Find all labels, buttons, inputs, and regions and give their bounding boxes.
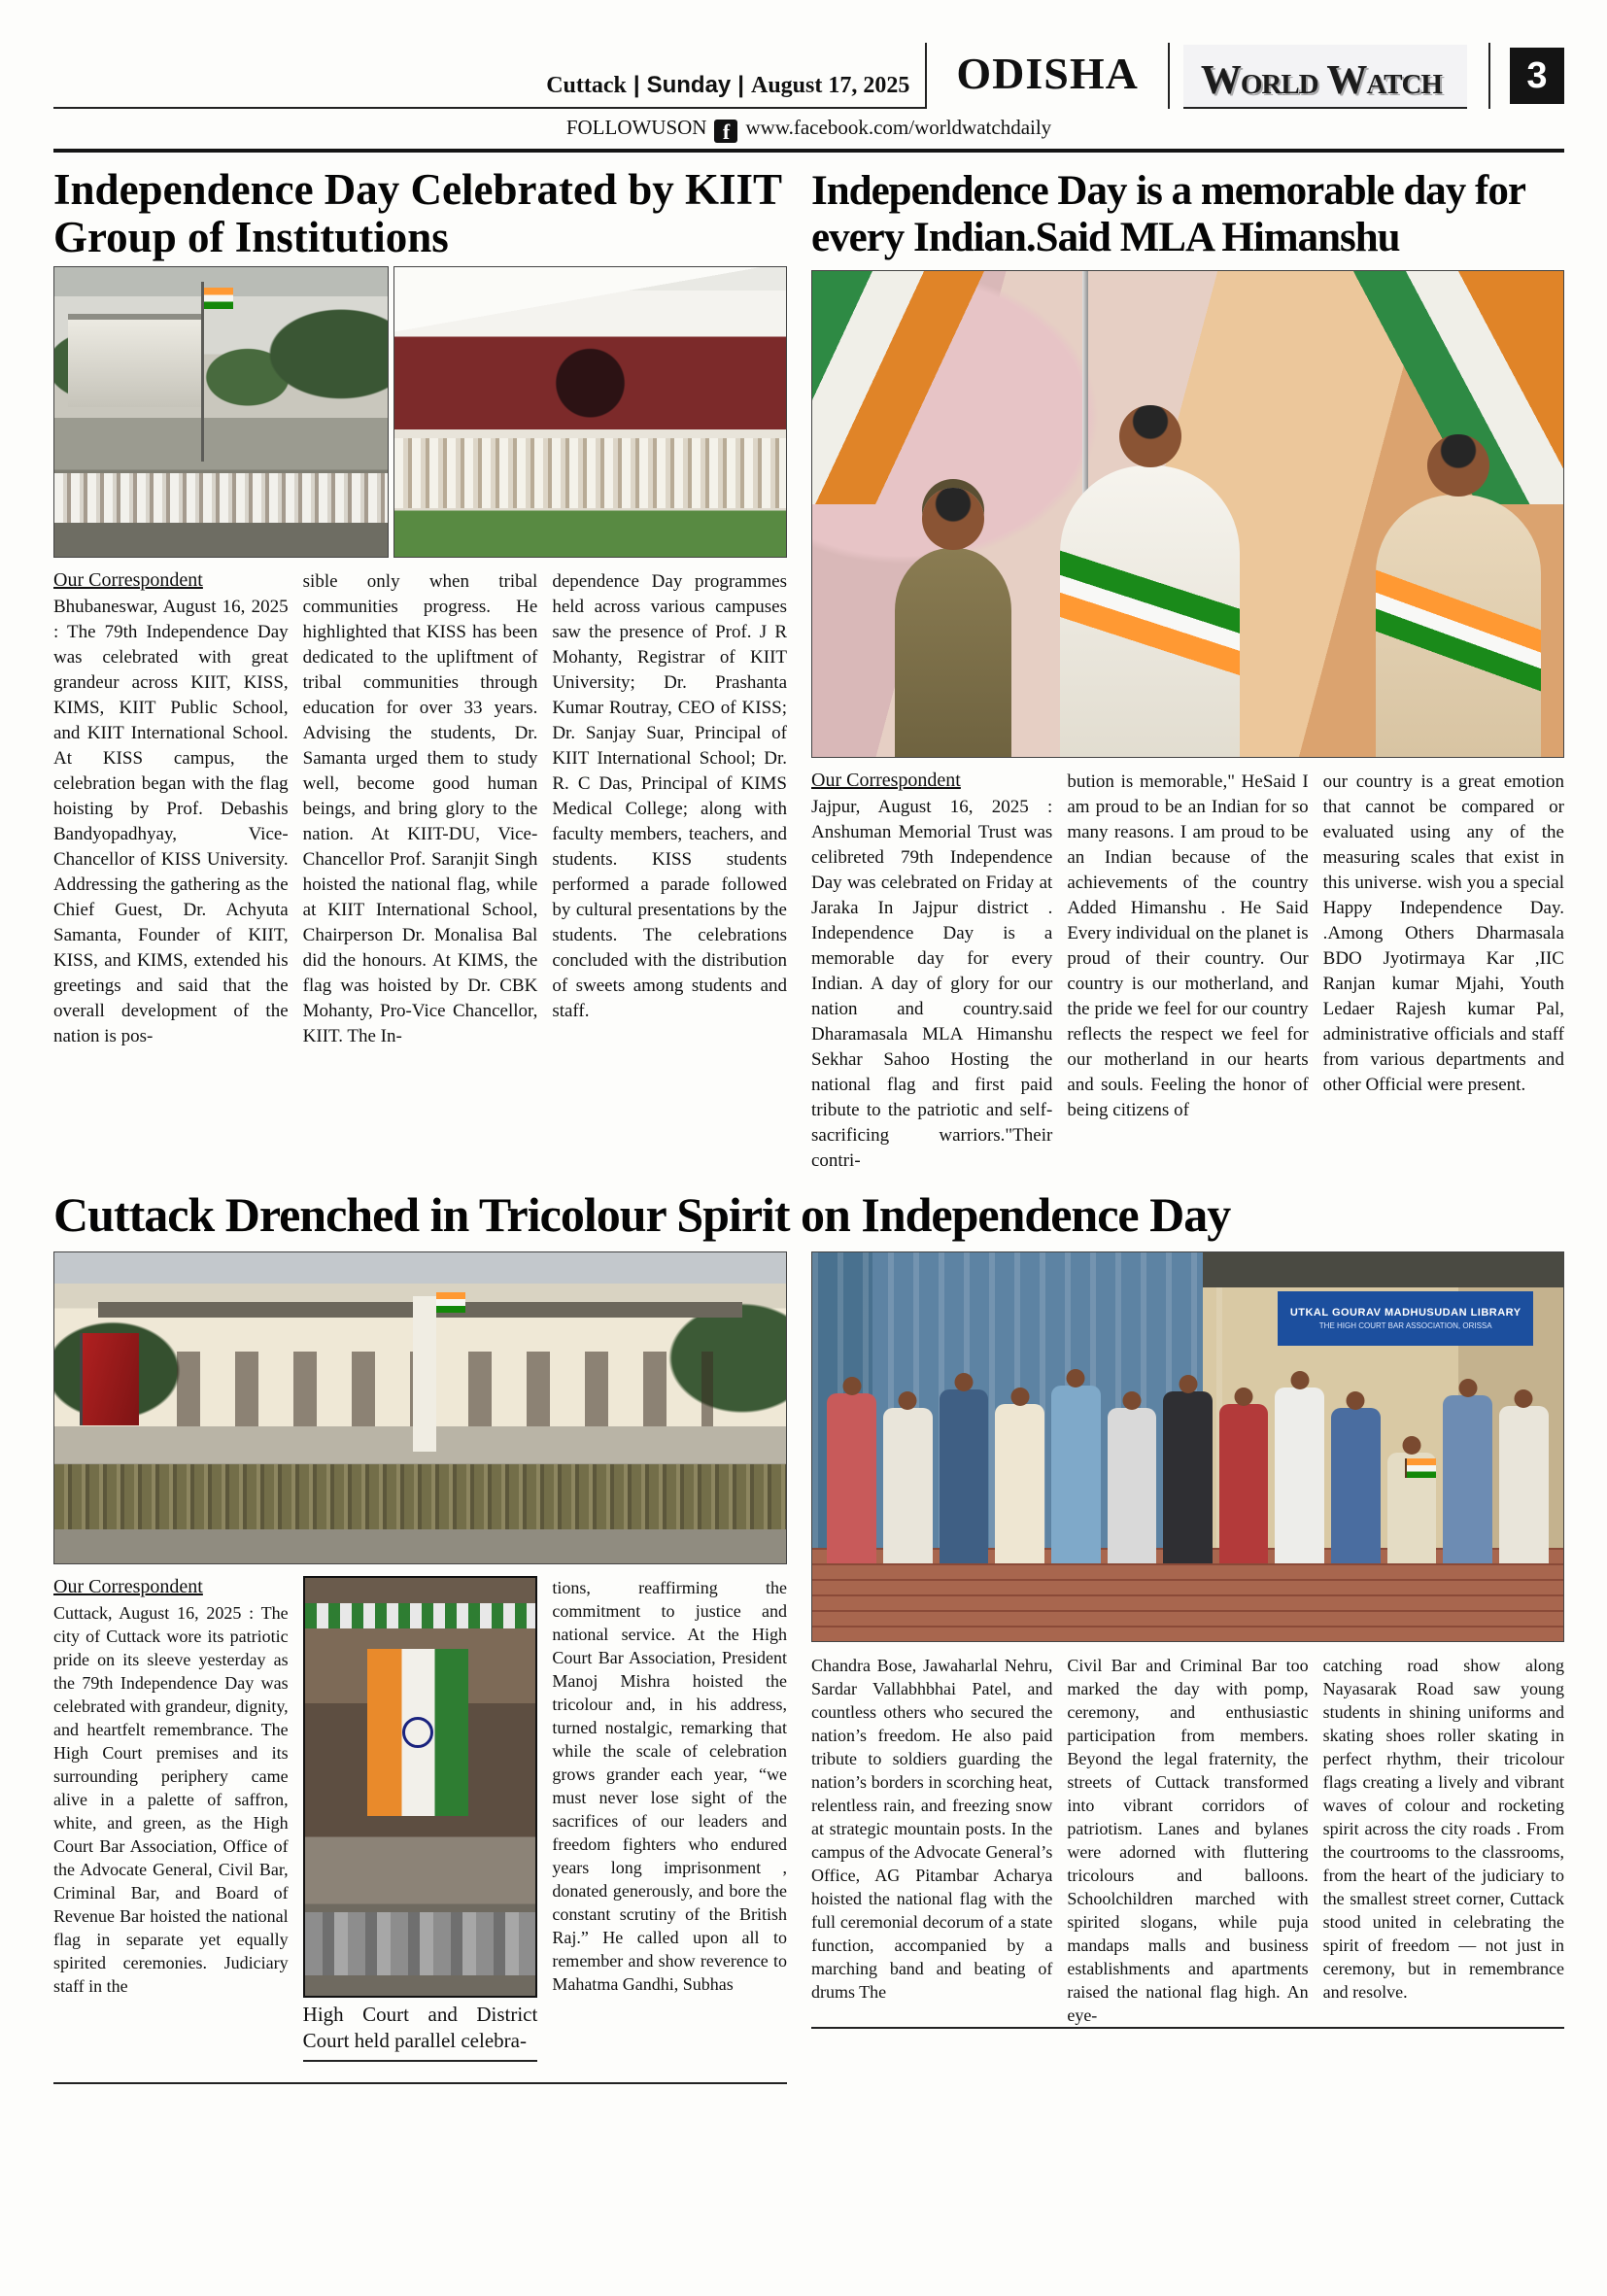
kiss-stage-photo xyxy=(393,266,787,558)
dateline-city: Cuttack xyxy=(546,73,627,99)
body-text: Bhubaneswar, August 16, 2025 : The 79th Independence Day was celebrated with great grandeur across KIIT, KISS, KIMS, KIIT Public School, and KIIT International School. At KISS campus, the celebration began with the flag hoisting by Prof. Debashis Bandyopadhyay, Vice-Chancellor of KISS University. Addressing the gathering as the Chief Guest, Dr. Achyuta Samanta, Founder of KIIT, KISS, and KIMS, extended his greetings and said that the overall development of the nation is pos- xyxy=(53,597,289,1047)
cuttack-column-1 xyxy=(53,1576,289,2082)
mla-column-3 xyxy=(1323,770,1564,1174)
page-number-cell xyxy=(1488,43,1564,109)
street-crowd-shape xyxy=(305,1912,536,1975)
facebook-icon: f xyxy=(714,120,737,143)
page-number: 3 xyxy=(1510,48,1564,104)
person-figure xyxy=(1331,1408,1381,1563)
hanging-tricolour-photo xyxy=(303,1576,538,1998)
person-figure xyxy=(1219,1404,1269,1563)
person-figure xyxy=(995,1404,1044,1563)
person-figure xyxy=(940,1389,989,1563)
mla-column-1 xyxy=(811,770,1052,1174)
facebook-url: www.facebook.com/worldwatchdaily xyxy=(745,116,1052,140)
top-articles xyxy=(53,153,1564,1173)
world-watch-logo: World Watch xyxy=(1183,45,1467,109)
cuttack-column-5 xyxy=(1323,1654,1564,2027)
high-court-photo xyxy=(53,1251,787,1564)
body-text: Jajpur, August 16, 2025 : Anshuman Memorial Trust was celibreted 79th Independence Day was celebrated on Friday at Jaraka In Jajpur district . Independence Day is a memorable day for every Indian. A day of glory for our nation and country.said Dharamasala MLA Himanshu Sekhar Sahoo Hosting the national flag and first paid tribute to the patriotic and self-sacrificing warriors."Their contri- xyxy=(811,796,1053,1171)
cuttack-left-columns xyxy=(53,1576,787,2084)
cuttack-right-half xyxy=(811,1251,1564,2084)
building-shape xyxy=(68,314,201,406)
person-figure xyxy=(1275,1388,1324,1563)
library-sign-line1: UTKAL GOURAV MADHUSUDAN LIBRARY xyxy=(1289,1307,1522,1319)
article-cuttack xyxy=(53,1186,1564,2085)
masthead-row xyxy=(53,43,1564,109)
uniformed-crowd-shape xyxy=(54,1464,786,1529)
body-text: bution is memorable," HeSaid I am proud to be an Indian for so many reasons. I am proud to be an Indian because of the achievements of the country Added Himanshu . He Said Every individual on the planet is proud of their country. Our country is our motherland, and the pride we feel for our country reflects the respect we feel for our motherland in our hearts and souls. Feeling the honor of being citizens of xyxy=(1067,771,1309,1120)
body-text: our country is a great emotion that cannot be compared or evaluated using any of the measuring scales that exist in this universe. wish you a special Happy Independence Day. .Among Others Dharmasala BDO Jyotirmaya Kar ,IIC Ranjan kumar Mjahi, Youth Ledaer Rajesh kumar Pal, administrative officials and staff from various departments and other Official were present. xyxy=(1322,771,1564,1095)
police-officer-figure xyxy=(895,548,1011,757)
photo-caption: High Court and District Court held parallel celebra- xyxy=(303,2002,538,2062)
indian-flag-icon xyxy=(1405,1458,1436,1478)
cuttack-right-columns xyxy=(811,1654,1564,2029)
dateline-date: August 17, 2025 xyxy=(750,73,910,99)
byline: Our Correspondent xyxy=(53,569,203,592)
person-figure xyxy=(1108,1408,1157,1563)
person-figure xyxy=(1051,1386,1101,1563)
kiit-column-3 xyxy=(552,569,787,1049)
library-group-photo xyxy=(811,1251,1564,1642)
person-figure xyxy=(1163,1391,1213,1563)
page-content xyxy=(53,153,1564,2084)
garland-shape xyxy=(305,1603,536,1628)
person-figure xyxy=(883,1408,933,1563)
mla-column-2 xyxy=(1067,770,1308,1174)
dateline-day: Sunday xyxy=(646,72,732,99)
kiit-column-1 xyxy=(53,569,289,1049)
body-text: Civil Bar and Criminal Bar too marked the day with pomp, ceremony, and enthusiastic participation from members. Beyond the legal fraternity, the streets of Cuttack transformed into vibrant corridors of patriotism. Lanes and bylanes were adorned with fluttering tricolours and balloons. Schoolchildren marched with spirited slogans, while puja mandaps malls and business establishments and apartments raised the national flag high. An eye- xyxy=(1067,1656,1309,2026)
indian-flag-icon xyxy=(204,288,233,309)
group-of-people-shape xyxy=(827,1361,1548,1563)
byline: Our Correspondent xyxy=(53,1576,203,1598)
person-figure xyxy=(1499,1406,1549,1563)
indian-flag-icon xyxy=(367,1649,469,1816)
dateline-separator: | xyxy=(737,72,744,99)
cuttack-flag-photo-cell xyxy=(303,1576,538,2082)
body-text: sible only when tribal communities progress. He highlighted that KISS has been dedicated to the upliftment of tribal communities through education for over 33 years. Advising the students, Dr. Samanta urged them to study well, become good human beings, and bring glory to the nation. At KIIT-DU, Vice-Chancellor Prof. Saranjit Singh hoisted the national flag, while at KIIT International School, Chairperson Dr. Monalisa Bal did the honours. At KIMS, the flag was hoisted by Dr. CBK Mohanty, Pro-Vice Chancellor, KIIT. The In- xyxy=(302,571,538,1047)
kiit-photo-collage xyxy=(53,266,787,558)
page-header xyxy=(53,43,1564,153)
audience-shape xyxy=(394,438,786,508)
mla-headline: Independence Day is a memorable day for every Indian.Said MLA Himanshu xyxy=(811,168,1525,261)
dateline-separator: | xyxy=(633,72,640,99)
dateline xyxy=(53,72,925,109)
roofline-shape xyxy=(1203,1252,1563,1287)
byline: Our Correspondent xyxy=(811,769,961,791)
kiit-flag-hoisting-photo xyxy=(53,266,389,558)
kiit-column-2 xyxy=(303,569,538,1049)
mla-saluting-photo xyxy=(811,270,1564,758)
flag-pillar-shape xyxy=(413,1296,436,1452)
mla-text-columns xyxy=(811,770,1564,1174)
follow-label: FOLLOWUSON xyxy=(565,116,707,140)
article-mla xyxy=(811,153,1564,1173)
library-sign-line2: THE HIGH COURT BAR ASSOCIATION, ORISSA xyxy=(1318,1321,1492,1331)
cuttack-column-4 xyxy=(1067,1654,1308,2027)
body-text: catching road show along Nayasarak Road saw young students in shining uniforms and skating shoes roller skating in perfect rhythm, their tricolour flags creating a lively and vibrant waves of colour and rocketing spirit across the city roads . From the courtrooms to the classrooms, from the heart of the judiciary to the smallest street corner, Cuttack stood united in celebrating the spirit of freedom — not just in ceremony, but in remembrance and resolve. xyxy=(1322,1656,1564,2003)
person-figure xyxy=(1443,1395,1492,1563)
body-text: dependence Day programmes held across various campuses saw the presence of Prof. J R Mohanty, Registrar of KIIT University; Dr. Prashanta Kumar Routray, CEO of KISS; Dr. Sanjay Suar, Principal of KIIT International School; Dr. R. C Das, Principal of KIMS Medical College; along with faculty members, teachers, and students. KISS students performed a parade followed by cultural presentations by the students. The celebrations concluded with the distribution of sweets among students and staff. xyxy=(552,571,787,1022)
cuttack-headline: Cuttack Drenched in Tricolour Spirit on Independence Day xyxy=(53,1186,1231,1242)
cuttack-column-3 xyxy=(811,1654,1052,2027)
body-text: Cuttack, August 16, 2025 : The city of Cuttack wore its patriotic pride on its sleeve yesterday as the 79th Independence Day was celebrated with grandeur, dignity, and heartfelt remembrance. The High Court premises and its surrounding periphery came alive in a palette of saffron, white, and green, as the High Court Bar Association, Office of the Advocate General, Civil Bar, Criminal Bar, and Board of Revenue Bar hoisted the national flag in separate yet equally spirited ceremonies. Judiciary staff in the xyxy=(53,1603,289,1997)
body-text: tions, reaffirming the commitment to justice and national service. At the High Court Bar Association, President Manoj Mishra hoisted the tricolour and, in his address, turned nostalgic, remarking that while the scale of celebration grows grander each year, “we must never lose sight of the sacrifices of our leaders and freedom fighters who endured years long imprisonment , donated generously, and bore the constant scrutiny of the British Raj.” He called upon all to remember and show reverence to Mahatma Gandhi, Subhas xyxy=(552,1578,787,1995)
cuttack-column-2 xyxy=(552,1576,787,2082)
dignitary-figure xyxy=(1376,495,1541,757)
follow-us-bar xyxy=(53,109,1564,153)
cuttack-left-half xyxy=(53,1251,787,2084)
red-banner-shape xyxy=(80,1333,139,1425)
mla-figure xyxy=(1060,465,1240,757)
body-text: Chandra Bose, Jawaharlal Nehru, Sardar Vallabhbhai Patel, and countless others who secured the nation’s freedom. He also paid tribute to soldiers guarding the nation’s borders in scorching heat, relentless rain, and freezing snow at strategic mountain posts. In the campus of the Advocate General’s Office, AG Pitambar Acharya hoisted the national flag with the full ceremonial decorum of a state function, accompanied by a marching band and beating of drums The xyxy=(811,1656,1053,2003)
article-kiit xyxy=(53,153,787,1173)
library-sign xyxy=(1278,1291,1533,1346)
cuttack-body xyxy=(53,1251,1564,2084)
person-figure xyxy=(827,1393,876,1563)
crowd-shape xyxy=(54,473,388,523)
edition-title: ODISHA xyxy=(925,43,1169,109)
kiit-headline: Independence Day Celebrated by KIIT Group of Institutions xyxy=(53,165,782,261)
kiit-text-columns xyxy=(53,569,787,1049)
stage-canopy-shape xyxy=(394,267,786,557)
